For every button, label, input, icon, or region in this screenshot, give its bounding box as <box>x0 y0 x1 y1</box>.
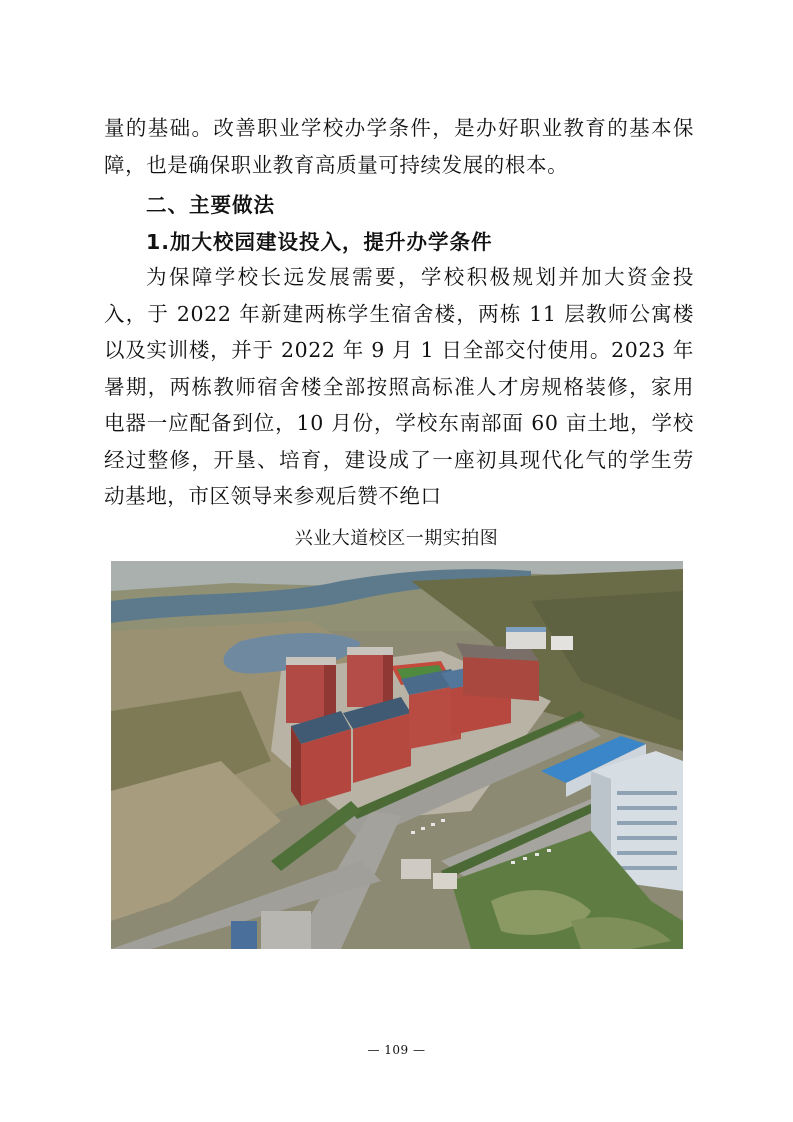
figure-caption: 兴业大道校区一期实拍图 <box>294 528 499 549</box>
section-heading: 二、主要做法 <box>146 193 275 217</box>
intro-paragraph: 量的基础。改善职业学校办学条件，是办好职业教育的基本保障，也是确保职业教育高质量可持续发展的根本。 <box>104 116 694 177</box>
body-paragraph: 为保障学校长远发展需要，学校积极规划并加大资金投入，于 2022 年新建两栋学生宿舍楼，两栋 11 层教师公寓楼以及实训楼，并于 2022 年 9 月 1 日全部交付使用。2023 年暑期，两栋教师宿舍楼全部按照高标准人才房规格装修，家用电器一应配备到位，10 月份，学校东南部面 60 亩土地，学校经过整修，开垦、培育，建设成了一座初具现代化气的学生劳动基地，市区领导来参观后赞不绝口 <box>104 265 694 508</box>
subsection-heading: 1.加大校园建设投入，提升办学条件 <box>146 230 493 254</box>
page-number: — 109 — <box>367 1043 426 1057</box>
body-paragraph-block <box>104 259 694 515</box>
campus-aerial-photo <box>111 561 683 949</box>
intro-paragraph-block <box>104 110 694 183</box>
